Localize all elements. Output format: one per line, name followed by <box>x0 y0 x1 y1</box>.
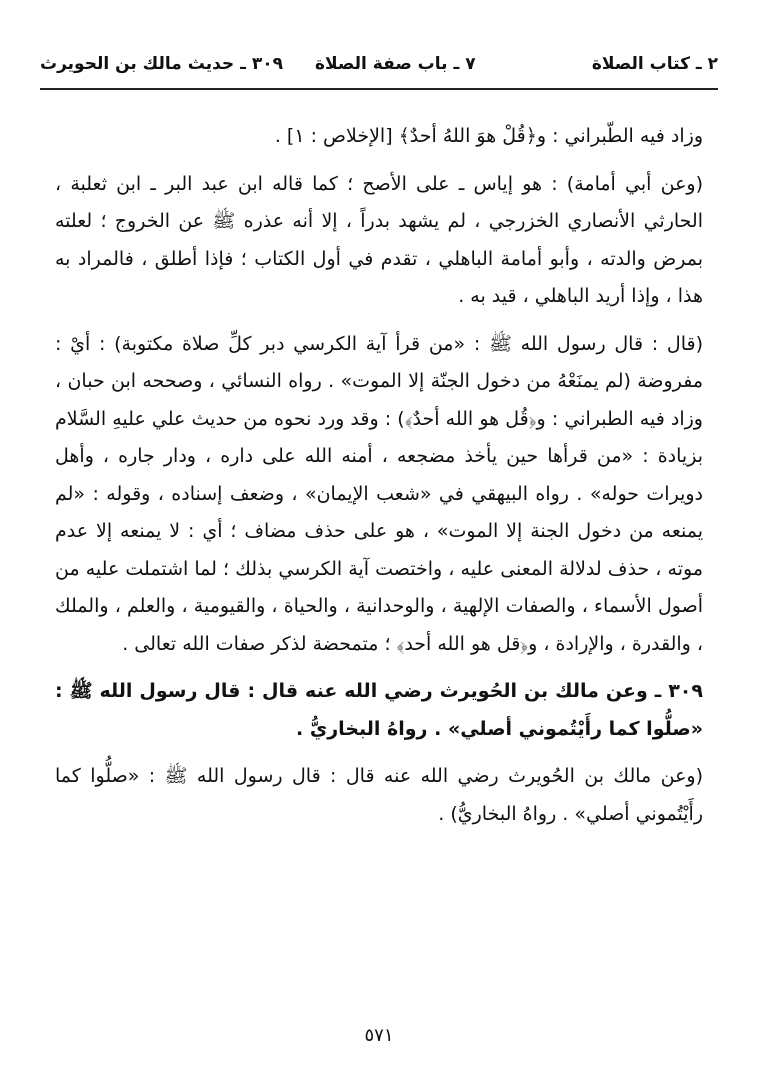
header-chapter: ٢ ـ كتاب الصلاة <box>591 54 718 74</box>
header-section: ٧ ـ باب صفة الصلاة <box>314 54 476 74</box>
paragraph-hadith-309: ٣٠٩ ـ وعن مالك بن الحُويرث رضي الله عنه قال : قال رسول الله ﷺ : «صلُّوا كما رأَيْتُموني أصلي» . رواهُ البخاريُّ . <box>55 680 703 740</box>
header-hadith: ٣٠٩ ـ حديث مالك بن الحويرث <box>40 54 283 74</box>
running-header <box>40 48 718 80</box>
page-number: ٥٧١ <box>364 1025 394 1046</box>
header-divider <box>40 88 718 90</box>
paragraph-hadith-309-commentary: (وعن مالك بن الحُويرث رضي الله عنه قال : قال رسول الله ﷺ : «صلُّوا كما رأَيْتُموني أصلي» . رواهُ البخاريُّ) . <box>55 765 703 825</box>
paragraph-abu-umama: (وعن أبي أمامة) : هو إياس ـ على الأصح ؛ كما قاله ابن عبد البر ـ ابن ثعلبة ، الحارثي الأنصاري الخزرجي ، لم يشهد بدراً ، إلا أنه عذره ﷺ عن الخروج ؛ لعلته بمرض والدته ، وأبو أمامة الباهلي ، تقدم في أول الكتاب ؛ فإذا أطلق ، فالمراد به هذا ، وإذا أريد الباهلي ، قيد به . <box>55 172 703 307</box>
body-text <box>55 118 703 843</box>
paragraph-ayat-al-kursi: (قال : قال رسول الله ﷺ : «من قرأ آية الكرسي دبر كلِّ صلاة مكتوبة) : أيْ : مفروضة (لم يمنَعْهُ من دخول الجنّة إلا الموت» . رواه النسائي ، وصححه ابن حبان ، وزاد فيه الطبراني : و﴿قُل هو الله أحدٌ﴾) : وقد ورد نحوه من حديث علي عليهِ السَّلام بزيادة : «من قرأها حين يأخذ مضجعه ، أمنه الله على داره ، ودار جاره ، وأهل دويرات حوله» . رواه البيهقي في «شعب الإيمان» ، وضعف إسناده ، وقوله : «لم يمنعه من دخول الجنة إلا الموت» ، هو على حذف مضاف ؛ أي : لا يمنعه إلا عدم موته ، حذف لدلالة المعنى عليه ، واختصت آية الكرسي بذلك ؛ لما اشتملت عليه من أصول الأسماء ، والصفات الإلهية ، والوحدانية ، والحياة ، والقيومية ، والعلم ، والملك ، والقدرة ، والإرادة ، و﴿قل هو الله أحد﴾ ؛ متمحضة لذكر صفات الله تعالى . <box>55 332 703 655</box>
paragraph-tabarani-addition: وزاد فيه الطّبراني : و﴿قُلْ هوَ اللهُ أحدٌ﴾ [الإخلاص : ١] . <box>274 125 703 147</box>
